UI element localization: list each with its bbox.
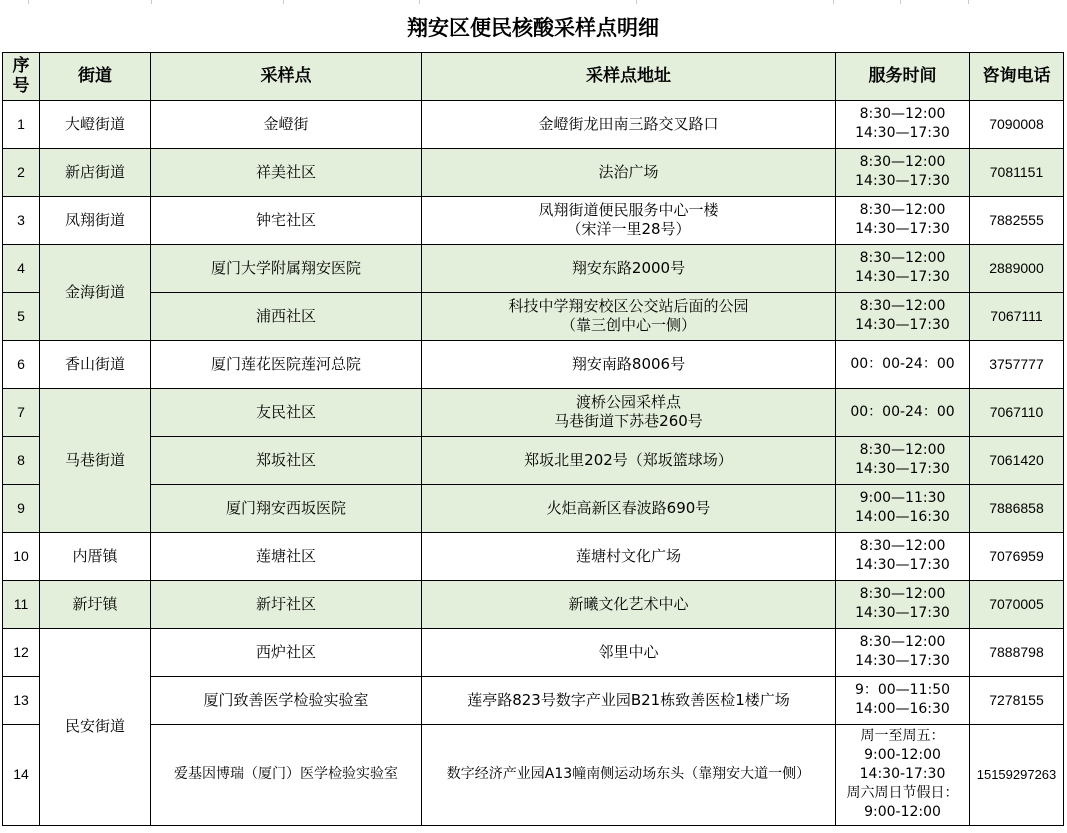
- table-row: [3, 580, 1064, 628]
- cell-phone[interactable]: 7076959: [970, 532, 1064, 580]
- address-line: 马巷街道下苏巷260号: [554, 412, 703, 430]
- cell-hours[interactable]: [836, 628, 970, 676]
- hours-line: 9:00—11:30: [859, 490, 946, 506]
- table-row: [3, 628, 1064, 676]
- cell-phone[interactable]: 2889000: [970, 244, 1064, 292]
- hours-line: 周六周日节假日：: [846, 785, 959, 801]
- cell-address[interactable]: [422, 580, 836, 628]
- hours-line: 14:00—16:30: [855, 701, 950, 717]
- table-row: [3, 532, 1064, 580]
- cell-street[interactable]: 新圩镇: [40, 580, 151, 628]
- hours-line: 9：00—11:50: [854, 682, 951, 698]
- table-row: [3, 340, 1064, 388]
- cell-phone[interactable]: 7882555: [970, 196, 1064, 244]
- cell-street[interactable]: 大嶝街道: [40, 100, 151, 148]
- header-seq-label: 序号: [12, 56, 30, 96]
- cell-hours[interactable]: [836, 148, 970, 196]
- address-line: 金嶝街龙田南三路交叉路口: [538, 114, 719, 133]
- cell-address[interactable]: [422, 148, 836, 196]
- table-row: [3, 196, 1064, 244]
- cell-site[interactable]: 厦门莲花医院莲河总院: [151, 340, 422, 388]
- cell-phone[interactable]: 7061420: [970, 436, 1064, 484]
- hours-line: 14:30—17:30: [855, 461, 950, 477]
- cell-site[interactable]: 郑坂社区: [151, 436, 422, 484]
- cell-address[interactable]: [422, 676, 836, 724]
- cell-hours[interactable]: [836, 292, 970, 340]
- address-line: 法治广场: [598, 162, 659, 181]
- cell-hours[interactable]: [836, 532, 970, 580]
- cell-no[interactable]: 9: [3, 484, 40, 532]
- address-line: 火炬高新区春波路690号: [546, 498, 711, 517]
- hours-line: 14:30—17:30: [855, 173, 950, 189]
- hours-line: 00：00-24：00: [850, 403, 955, 420]
- cell-phone[interactable]: 15159297263: [970, 724, 1064, 825]
- header-street[interactable]: 街道: [40, 52, 151, 100]
- address-line: 邻里中心: [598, 642, 659, 661]
- cell-site[interactable]: 钟宅社区: [151, 196, 422, 244]
- address-line: 凤翔街道便民服务中心一楼: [538, 201, 719, 219]
- table-row: [3, 724, 1064, 825]
- address-line: （宋洋一里28号）: [566, 220, 691, 238]
- cell-phone[interactable]: 7278155: [970, 676, 1064, 724]
- table-row: [3, 676, 1064, 724]
- cell-address[interactable]: [422, 340, 836, 388]
- cell-no[interactable]: 8: [3, 436, 40, 484]
- cell-site[interactable]: 金嶝街: [151, 100, 422, 148]
- cell-street[interactable]: 马巷街道: [40, 388, 151, 532]
- cell-no[interactable]: 10: [3, 532, 40, 580]
- hours-line: 8:30—12:00: [859, 586, 946, 602]
- cell-no[interactable]: 5: [3, 292, 40, 340]
- cell-address[interactable]: [422, 436, 836, 484]
- cell-no[interactable]: 4: [3, 244, 40, 292]
- cell-phone[interactable]: 7886858: [970, 484, 1064, 532]
- hours-line: 14:30—17:30: [855, 269, 950, 285]
- cell-address[interactable]: [422, 532, 836, 580]
- hours-line: 8:30—12:00: [859, 154, 946, 170]
- table-row: [3, 100, 1064, 148]
- cell-no[interactable]: 14: [3, 724, 40, 825]
- hours-line: 8:30—12:00: [859, 298, 946, 314]
- cell-street[interactable]: 凤翔街道: [40, 196, 151, 244]
- cell-no[interactable]: 7: [3, 388, 40, 436]
- cell-no[interactable]: 11: [3, 580, 40, 628]
- hours-line: 14:30—17:30: [855, 605, 950, 621]
- cell-phone[interactable]: 3757777: [970, 340, 1064, 388]
- cell-phone[interactable]: 7888798: [970, 628, 1064, 676]
- cell-street[interactable]: 金海街道: [40, 244, 151, 340]
- address-line: 莲亭路823号数字产业园B21栋致善医检1楼广场: [467, 690, 790, 709]
- hours-line: 14:30—17:30: [855, 125, 950, 141]
- hours-line: 14:30—17:30: [855, 653, 950, 669]
- cell-hours[interactable]: [836, 244, 970, 292]
- address-line: 渡桥公园采样点: [575, 393, 681, 411]
- cell-hours[interactable]: [836, 724, 970, 825]
- cell-hours[interactable]: [836, 100, 970, 148]
- table-row: [3, 388, 1064, 436]
- header-hours[interactable]: 服务时间: [836, 52, 970, 100]
- cell-no[interactable]: 1: [3, 100, 40, 148]
- header-phone[interactable]: 咨询电话: [970, 52, 1064, 100]
- cell-address[interactable]: [422, 628, 836, 676]
- cell-site[interactable]: 浦西社区: [151, 292, 422, 340]
- cell-hours[interactable]: [836, 676, 970, 724]
- table-row: [3, 436, 1064, 484]
- cell-phone[interactable]: 7081151: [970, 148, 1064, 196]
- cell-phone[interactable]: 7070005: [970, 580, 1064, 628]
- header-address[interactable]: 采样点地址: [422, 52, 836, 100]
- cell-site[interactable]: 厦门致善医学检验实验室: [151, 676, 422, 724]
- cell-address[interactable]: [422, 292, 836, 340]
- cell-no[interactable]: 13: [3, 676, 40, 724]
- cell-no[interactable]: 6: [3, 340, 40, 388]
- header-site[interactable]: 采样点: [151, 52, 422, 100]
- hours-line: 8:30—12:00: [859, 634, 946, 650]
- cell-site[interactable]: 新圩社区: [151, 580, 422, 628]
- sampling-sites-table: [2, 4, 1064, 826]
- cell-no[interactable]: 2: [3, 148, 40, 196]
- cell-phone[interactable]: 7067110: [970, 388, 1064, 436]
- address-line: 数字经济产业园A13幢南侧运动场东头（靠翔安大道一侧）: [446, 766, 811, 782]
- address-line: 科技中学翔安校区公交站后面的公园: [508, 297, 749, 315]
- table-row: [3, 244, 1064, 292]
- header-seq[interactable]: [3, 52, 40, 100]
- hours-line: 8:30—12:00: [859, 202, 946, 218]
- hours-line: 14:30—17:30: [855, 557, 950, 573]
- cell-address[interactable]: [422, 100, 836, 148]
- cell-no[interactable]: 3: [3, 196, 40, 244]
- table-row: [3, 148, 1064, 196]
- sheet-title: 翔安区便民核酸采样点明细: [3, 4, 1064, 52]
- cell-address[interactable]: [422, 484, 836, 532]
- hours-line: 9:00-12:00: [864, 747, 941, 763]
- address-line: （靠三创中心一侧）: [560, 316, 696, 334]
- address-line: 郑坂北里202号（郑坂篮球场）: [524, 450, 733, 469]
- hours-line: 8:30—12:00: [859, 538, 946, 554]
- table-row: [3, 484, 1064, 532]
- cell-hours[interactable]: [836, 196, 970, 244]
- cell-address[interactable]: [422, 244, 836, 292]
- cell-no[interactable]: 12: [3, 628, 40, 676]
- cell-site[interactable]: 西炉社区: [151, 628, 422, 676]
- cell-street[interactable]: 香山街道: [40, 340, 151, 388]
- hours-line: 00：00-24：00: [850, 355, 955, 372]
- cell-site[interactable]: 莲塘社区: [151, 532, 422, 580]
- address-line: 翔安东路2000号: [571, 258, 686, 277]
- hours-line: 14:30—17:30: [855, 317, 950, 333]
- hours-line: 14:30—17:30: [855, 221, 950, 237]
- cell-site[interactable]: 厦门翔安西坂医院: [151, 484, 422, 532]
- cell-hours[interactable]: [836, 580, 970, 628]
- cell-phone[interactable]: 7067111: [970, 292, 1064, 340]
- cell-hours[interactable]: [836, 388, 970, 436]
- cell-address[interactable]: [422, 388, 836, 436]
- cell-street[interactable]: 民安街道: [40, 628, 151, 825]
- address-line: 莲塘村文化广场: [575, 546, 681, 565]
- table-row: [3, 292, 1064, 340]
- cell-address[interactable]: [422, 724, 836, 825]
- cell-hours[interactable]: [836, 340, 970, 388]
- cell-site[interactable]: 祥美社区: [151, 148, 422, 196]
- address-line: 翔安南路8006号: [571, 354, 686, 373]
- hours-line: 9:00-12:00: [864, 804, 941, 820]
- cell-street[interactable]: 新店街道: [40, 148, 151, 196]
- cell-phone[interactable]: 7090008: [970, 100, 1064, 148]
- hours-line: 14:30-17:30: [859, 766, 946, 782]
- hours-line: 14:00—16:30: [855, 509, 950, 525]
- hours-line: 8:30—12:00: [859, 442, 946, 458]
- hours-line: 8:30—12:00: [859, 250, 946, 266]
- hours-line: 周一至周五：: [860, 728, 945, 744]
- cell-site[interactable]: 厦门大学附属翔安医院: [151, 244, 422, 292]
- hours-line: 8:30—12:00: [859, 106, 946, 122]
- cell-street[interactable]: 内厝镇: [40, 532, 151, 580]
- cell-site[interactable]: 爱基因博瑞（厦门）医学检验实验室: [151, 724, 422, 825]
- cell-address[interactable]: [422, 196, 836, 244]
- cell-site[interactable]: 友民社区: [151, 388, 422, 436]
- address-line: 新曦文化艺术中心: [568, 594, 689, 613]
- cell-hours[interactable]: [836, 484, 970, 532]
- cell-hours[interactable]: [836, 436, 970, 484]
